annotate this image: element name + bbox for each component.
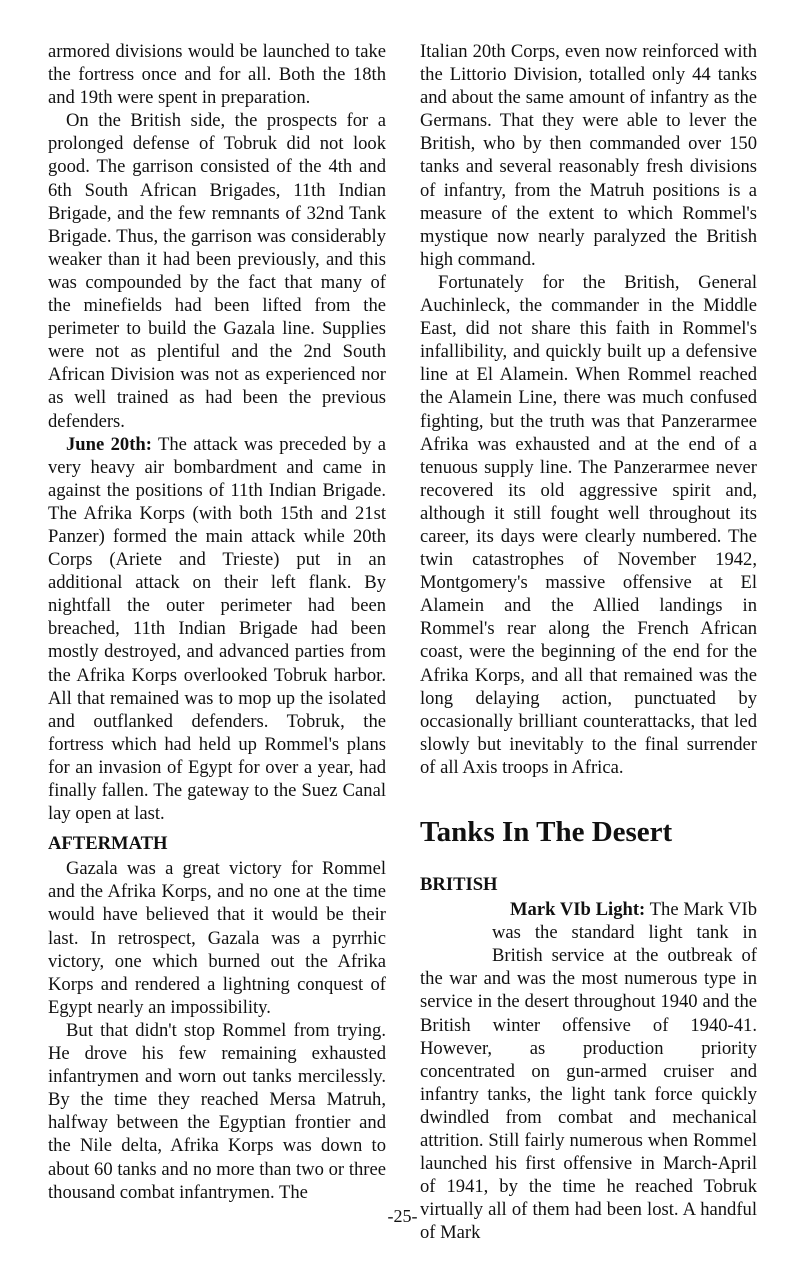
paragraph: armored divisions would be launched to take the fortress once and for all. Both the 18th and 19th were spent in preparation. [48, 41, 386, 109]
paragraph: On the British side, the prospects for a prolonged defense of Tobruk did not look good. The garrison consisted of the 4th and 6th South African Brigades, 11th Indian Brigade, and the few remnants of 32nd Tank Brigade. Thus, the garrison was considerably weaker than it had been previously, and this was compounded by the fact that many of the minefields had been lifted from the perimeter to build the Gazala line. Supplies were not as plentiful and the 2nd South African Division was not as experienced nor as well trained as had been the previous defenders. [48, 110, 386, 432]
run-in-heading: Mark VIb Light: [510, 899, 646, 921]
paragraph: Gazala was a great victory for Rommel and the Afrika Korps, and no one at the time would have believed that it would be their last. In retrospect, Gazala was a pyrrhic victory, one which burned out the Afrika Korps and rendered a lightning conquest of Egypt nearly an impossibility. [48, 858, 386, 1018]
run-in-heading: June 20th: [66, 433, 152, 455]
paragraph-text: The Mark VIb was the standard light tank in British service at the outbreak of the war and was the most numerous type in service in the desert throughout 1940 and the British winter offensive of 1940-41. However, as production priority concentrated on gun-armed cruiser and infantry tanks, the light tank force quickly dwindled from combat and mechanical attrition. Still fairly numerous when Rommel launched his first offensive in March-April of 1941, by the time he reached Tobruk virtually all of them had been lost. A handful of Mark [420, 899, 757, 1244]
british-heading: BRITISH [420, 874, 498, 895]
paragraph: Fortunately for the British, General Auchinleck, the commander in the Middle East, did not share this faith in Rommel's infallibility, and quickly built up a defensive line at El Alamein. When Rommel reached the Alamein Line, there was much confused fighting, but the truth was that Panzerarmee Afrika was exhausted and at the end of a tenuous supply line. The Panzerarmee never recovered its old aggressive spirit and, although it still fought well throughout its career, its days were clearly numbered. The twin catastrophes of November 1942, Montgomery's massive offensive at El Alamein and the Allied landings in Rommel's rear along the French African coast, were the beginning of the end for the Afrika Korps, and all that remained was the long delaying action, punctuated by occasionally brilliant counterattacks, that led slowly but inevitably to the final surrender of all Axis troops in Africa. [420, 271, 757, 778]
paragraph: But that didn't stop Rommel from trying. He drove his few remaining exhausted infantrymen and worn out tanks mercilessly. By the time they reached Mersa Matruh, halfway between the Egyptian frontier and the Nile delta, Afrika Korps was down to about 60 tanks and no more than two or three thousand combat infantrymen. The [48, 1019, 386, 1203]
aftermath-heading: AFTERMATH [48, 833, 168, 855]
paragraph [48, 433, 386, 826]
left-column [48, 40, 386, 1204]
page-number: -25- [387, 1206, 418, 1226]
right-column [420, 40, 757, 1245]
paragraph: Italian 20th Corps, even now reinforced with the Littorio Division, totalled only 44 tanks and about the same amount of infantry as the Germans. That they were able to lever the British, who by then commanded over 150 tanks and several reasonably fresh divisions of infantry, from the Matruh positions is a measure of the extent to which Rommel's mystique now nearly paralyzed the British high command. [420, 41, 757, 270]
section-title: Tanks In The Desert [420, 816, 673, 848]
paragraph-text: The attack was preceded by a very heavy air bombardment and came in against the positions of 11th Indian Brigade. The Afrika Korps (with both 15th and 21st Panzer) formed the main attack while 20th Corps (Ariete and Trieste) put in an additional attack on their left flank. By nightfall the outer perimeter had been breached, 11th Indian Brigade had been mostly destroyed, and advanced parties from the Afrika Korps overlooked Tobruk harbor. All that remained was to mop up the isolated and outflanked defenders. Tobruk, the fortress which had held up Rommel's plans for an invasion of Egypt for over a year, had finally fallen. The gateway to the Suez Canal lay open at last. [48, 433, 386, 825]
image-placeholder-space [420, 898, 492, 966]
